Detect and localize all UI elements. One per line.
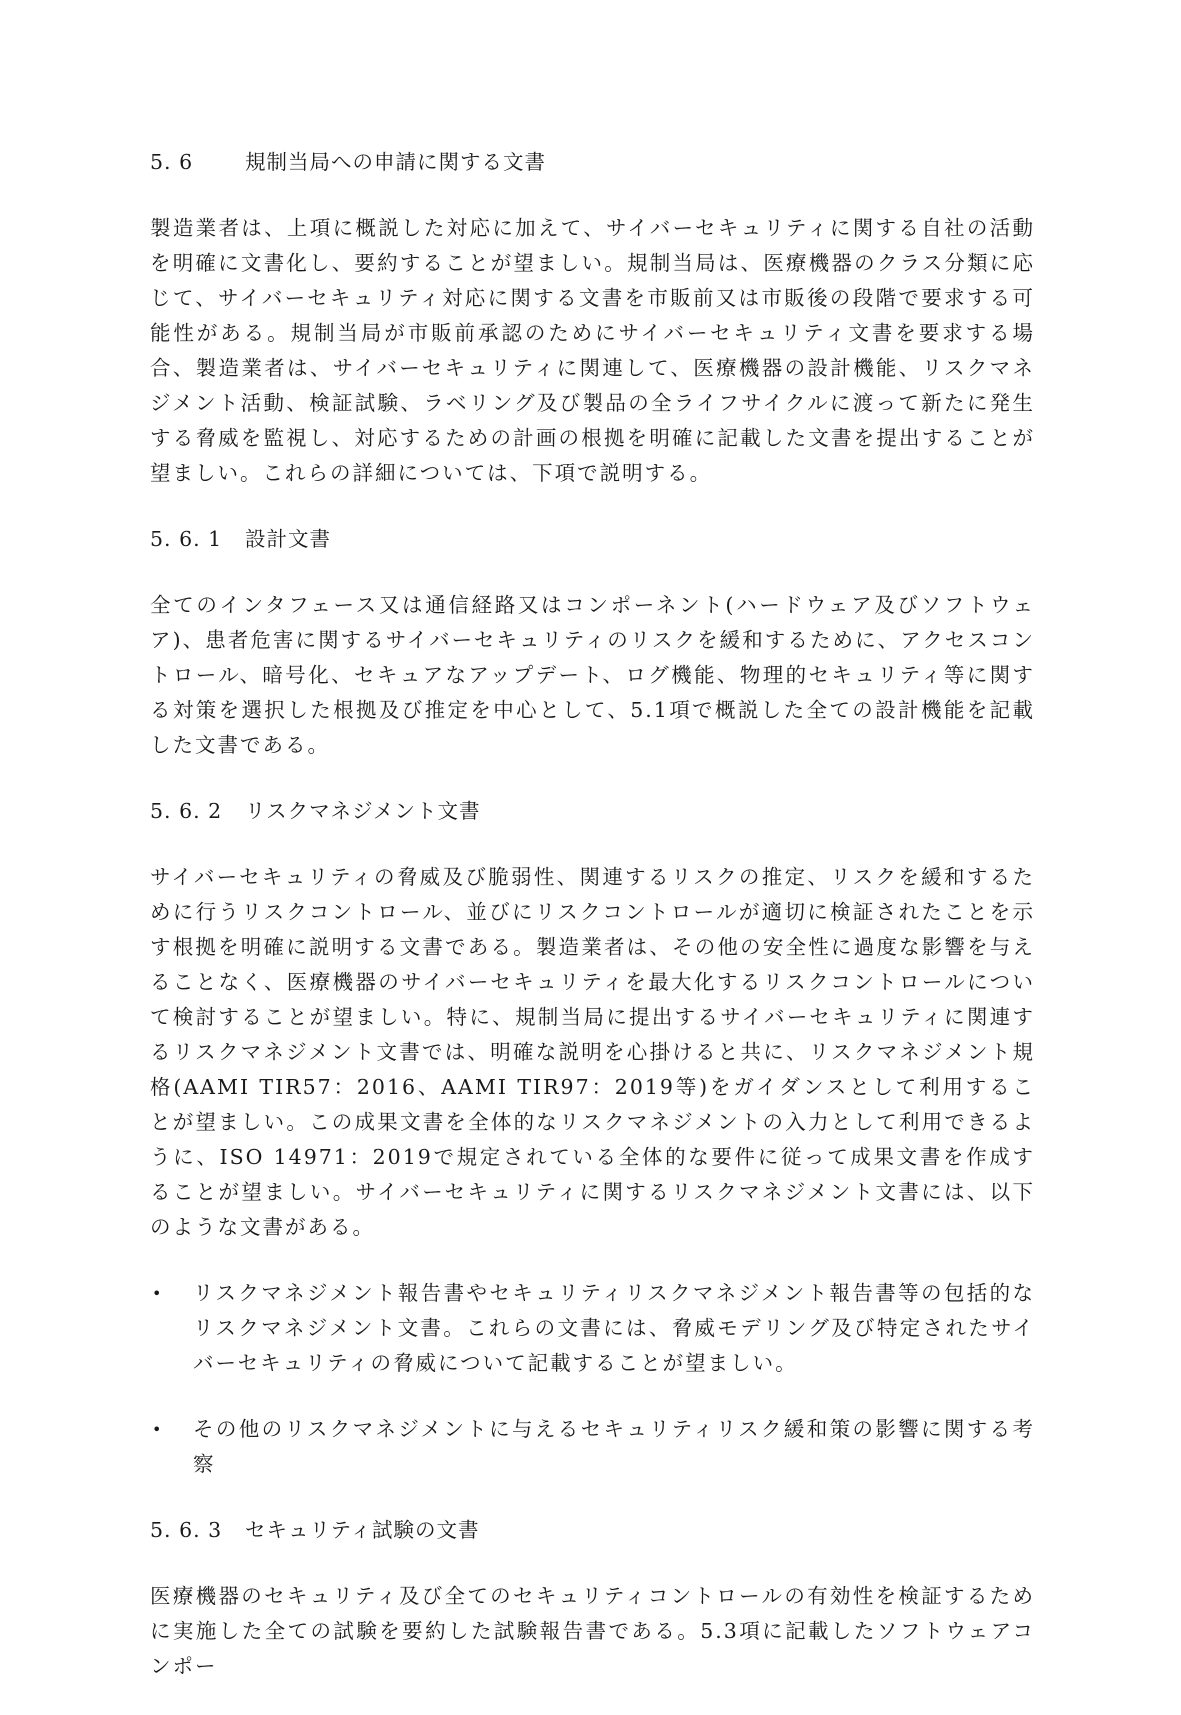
section-title: 設計文書 (245, 527, 331, 551)
section-heading-5-6 (150, 145, 1035, 180)
document-page (150, 145, 1035, 1715)
section-heading-5-6-1 (150, 522, 1035, 557)
section-paragraph-5-6: 製造業者は、上項に概説した対応に加えて、サイバーセキュリティに関する自社の活動を明確に文書化し、要約することが望ましい。規制当局は、医療機器のクラス分類に応じて、サイバーセキュリティ対応に関する文書を市販前又は市販後の段階で要求する可能性がある。規制当局が市販前承認のためにサイバーセキュリティ文書を要求する場合、製造業者は、サイバーセキュリティに関連して、医療機器の設計機能、リスクマネジメント活動、検証試験、ラベリング及び製品の全ライフサイクルに渡って新たに発生する脅威を監視し、対応するための計画の根拠を明確に記載した文書を提出することが望ましい。これらの詳細については、下項で説明する。 (150, 216, 1035, 485)
section-title: セキュリティ試験の文書 (245, 1518, 480, 1542)
section-number: 5. 6. 1 (150, 527, 223, 551)
bullet-icon: • (152, 1284, 164, 1303)
section-paragraph-5-6-1: 全てのインタフェース又は通信経路又はコンポーネント(ハードウェア及びソフトウェア)、患者危害に関するサイバーセキュリティのリスクを緩和するために、アクセスコントロール、暗号化、セキュアなアップデート、ログ機能、物理的セキュリティ等に関する対策を選択した根拠及び推定を中心として、5.1項で概説した全ての設計機能を記載した文書である。 (150, 593, 1035, 757)
section-paragraph-5-6-2: サイバーセキュリティの脅威及び脆弱性、関連するリスクの推定、リスクを緩和するために行うリスクコントロール、並びにリスクコントロールが適切に検証されたことを示す根拠を明確に説明する文書である。製造業者は、その他の安全性に過度な影響を与えることなく、医療機器のサイバーセキュリティを最大化するリスクコントロールについて検討することが望ましい。特に、規制当局に提出するサイバーセキュリティに関連するリスクマネジメント文書では、明確な説明を心掛けると共に、リスクマネジメント規格(AAMI TIR57：2016、AAMI TIR97：2019等)をガイダンスとして利用することが望ましい。この成果文書を全体的なリスクマネジメントの入力として利用できるように、ISO 14971：2019で規定されている全体的な要件に従って成果文書を作成することが望ましい。サイバーセキュリティに関するリスクマネジメント文書には、以下のような文書がある。 (150, 865, 1035, 1239)
section-paragraph-5-6-3: 医療機器のセキュリティ及び全てのセキュリティコントロールの有効性を検証するために実施した全ての試験を要約した試験報告書である。5.3項に記載したソフトウェアコンポー (150, 1584, 1035, 1678)
section-heading-5-6-2 (150, 794, 1035, 829)
list-item-text: その他のリスクマネジメントに与えるセキュリティリスク緩和策の影響に関する考察 (193, 1417, 1035, 1476)
section-title: リスクマネジメント文書 (245, 799, 481, 823)
section-number: 5. 6. 3 (150, 1518, 223, 1542)
list-item (150, 1412, 1035, 1482)
section-number: 5. 6. 2 (150, 799, 223, 823)
section-heading-5-6-3 (150, 1513, 1035, 1548)
section-title: 規制当局への申請に関する文書 (245, 150, 546, 174)
list-item (150, 1276, 1035, 1381)
bullet-icon: • (152, 1420, 164, 1439)
section-number: 5. 6 (150, 150, 194, 174)
list-item-text: リスクマネジメント報告書やセキュリティリスクマネジメント報告書等の包括的なリスクマネジメント文書。これらの文書には、脅威モデリング及び特定されたサイバーセキュリティの脅威について記載することが望ましい。 (193, 1281, 1035, 1375)
bullet-list (150, 1276, 1035, 1482)
